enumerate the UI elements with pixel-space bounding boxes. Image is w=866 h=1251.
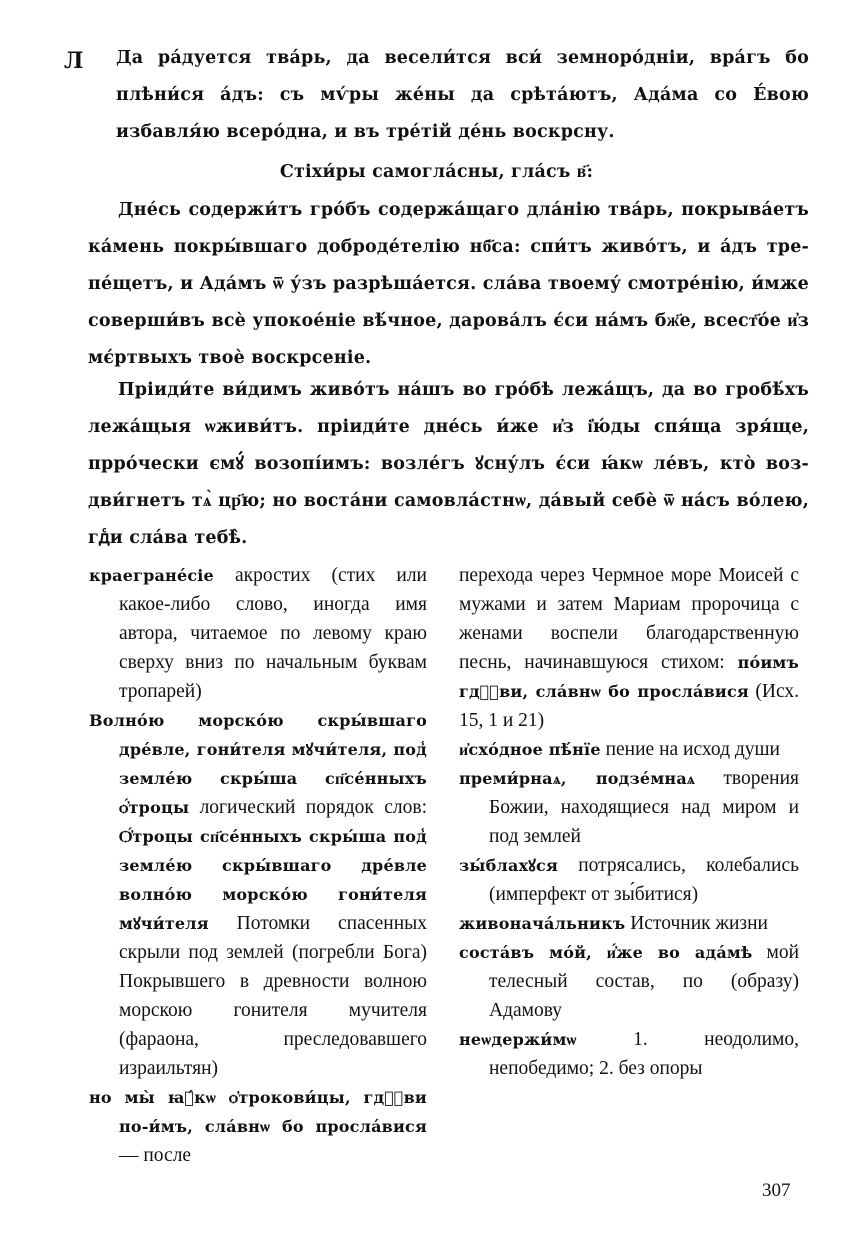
glossary-entry [89,706,427,1083]
glossary-entry [89,1083,427,1170]
glossary-definition: пение на исход души [600,739,780,760]
glossary-right-column [459,561,799,1083]
glossary-definition: (Исх. 15, 1 и 21) [459,681,799,731]
sticheron-first: Дне́сь содержи́тъ гро́бъ содержа́щаго дла́нiю тва́рь, покрыва́етъ ка́мень покры́вшаго доброде́телiю нб҃са: спи́тъ живо́тъ, и а́дъ тре-пе́щетъ, и Ада́мъ ѿ у́зъ разрѣша́ется. сла́ва твоему́ смотре́нiю, и́мже соверши́въ всѐ упокое́нiе вѣ́чное, дарова́лъ є́си на́мъ бж҃е, всест҃о́е и҆з мє́ртвыхъ твоѐ воскрсенiе. [88,200,809,368]
glossary-definition: потрясались, колебались (имперфект от зы́битися) [489,855,799,905]
glossary-left-column [89,561,427,1170]
glossary-term: но мы̀ ꙗ҆́кѡ ѻ҆трокови́цы, гдⷭ҇ви по-и́мъ, сла́внѡ бо просла́вися [89,1088,427,1136]
glossary-term: по́имъ гдⷭ҇ви, сла́внѡ бо просла́вися [459,653,799,701]
glossary-definition: мой телесный состав, по (образу) Адамову [489,942,800,1021]
glossary-entry [89,561,427,706]
glossary-entry [459,938,799,1025]
glossary-term: соста́въ мо́й, и҆́же во ада́мѣ [459,943,753,962]
glossary-term: преми́рнаѧ, подзе́мнаѧ [459,769,696,788]
glossary-definition: творения Божии, находящиеся над миром и под землей [489,768,799,847]
margin-marker: Л [64,48,84,74]
glossary-definition: — после [119,1145,192,1166]
glossary-entry [459,851,799,909]
troparion-paragraph: Да ра́дуется тва́рь, да весели́тся вси́ земноро́днiи, вра́гъ бо плѣни́ся а́дъ: съ мѵ́ры же́ны да срѣта́ютъ, Ада́ма со Е́вою избавля́ю всеро́дна, и въ тре́тiй де́нь воскрсну. [116,48,809,142]
stichera-heading: Стiхи́ры самогла́сны, гла́съ в҃: [279,162,594,182]
glossary-term: неѡдержи́мѡ [459,1030,577,1049]
glossary-definition: 1. неодолимо, непобедимо; 2. без опоры [489,1029,799,1079]
glossary-definition: Потомки спасенных скрыли под землей (погребли Бога) Покрывшего в древности волною морскою гонителя мучителя (фараона, преследовавшего израильтян) [119,913,427,1079]
glossary-entry [459,764,799,851]
glossary-definition: Источник жизни [625,913,768,934]
glossary-entry [459,1025,799,1083]
glossary-term: Ѻ҆́троцы сп҃се́нныхъ скры́ша под̾ земле́ю скры́вшаго дре́вле волно́ю морско́ю гони́теля мꙋчи́теля [119,827,427,933]
glossary-definition: перехода через Чермное море Моисей с мужами и затем Мариам пророчица с женами воспели благодарственную песнь, начинавшуюся стихом: [459,565,799,673]
glossary-term: краегране́сiе [89,566,214,585]
glossary-term: Волно́ю морско́ю скры́вшаго дре́вле, гони́теля мꙋчи́теля, под̾ земле́ю скры́ша сп҃се́нныхъ ѻ҆́троцы [89,711,427,817]
glossary-continuation [459,561,799,735]
glossary-entry [459,735,799,764]
page-number: 307 [762,1180,791,1201]
glossary-term: живонача́льникъ [459,914,626,933]
sticheron-second: Прiиди́те ви́димъ живо́тъ на́шъ во гро́бѣ лежа́щъ, да во гробѣ́хъ лежа́щыя ѡживи́тъ. прiиди́те дне́сь и́же и҆з і҆ю́ды спя́ща зря́ще, прро́чески ємꙋ́ возопі́имъ: возле́гъ ꙋсну́лъ є́си ꙗ́кѡ ле́въ, кто̀ воз-дви́гнетъ тѧ̀ цр҃ю; но воста́ни самовла́стнѡ, да́вый себѐ ѿ на́съ во́лею, гдⷭи сла́ва тебѣ̀. [88,380,809,548]
glossary-term: и҆схо́дное пѣ́нїе [459,740,601,759]
glossary-definition: логический порядок слов: [189,797,427,818]
glossary-definition: акростих (стих или какое-либо слово, иногда имя автора, читаемое по левому краю сверху вниз по начальным буквам тропарей) [119,565,427,702]
glossary-entry [459,909,799,938]
glossary-term: зы́блахꙋся [459,856,558,875]
